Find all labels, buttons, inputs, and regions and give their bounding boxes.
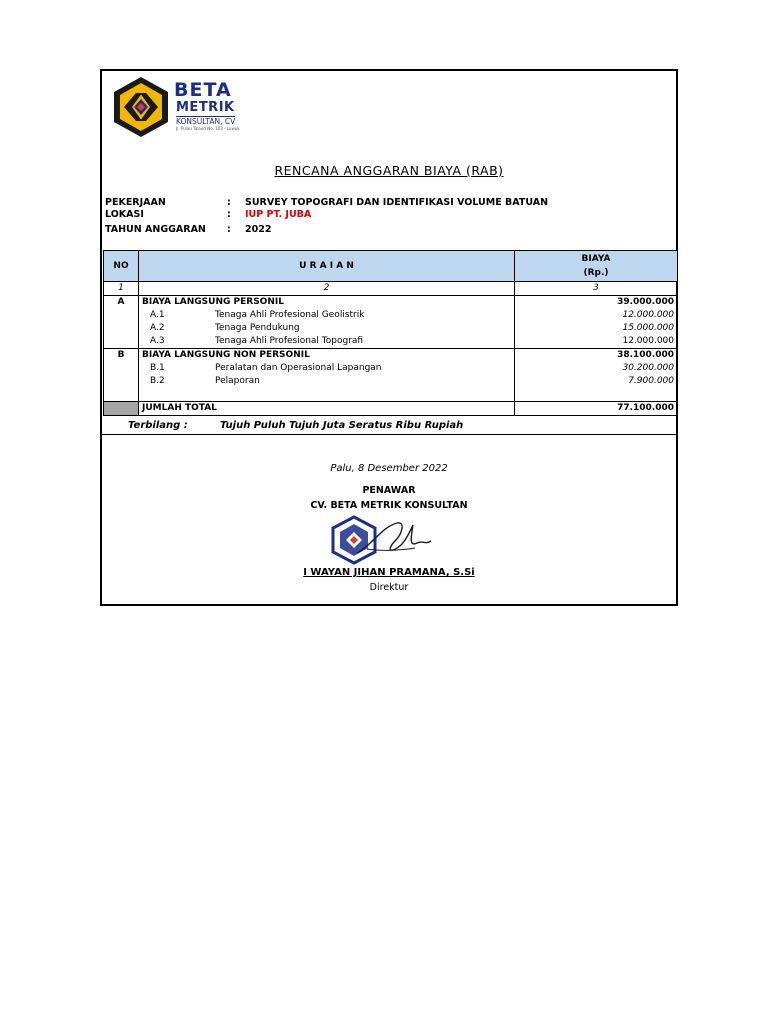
signatory-position: Direktur bbox=[369, 582, 409, 593]
total-amount: 77.100.000 bbox=[515, 402, 678, 416]
index-cell: 2 bbox=[139, 282, 515, 296]
index-cell: 3 bbox=[515, 282, 678, 296]
signature-date: Palu, 8 Desember 2022 bbox=[330, 463, 448, 474]
signature-company: CV. BETA METRIK KONSULTAN bbox=[310, 500, 468, 511]
table-row-group-a bbox=[104, 296, 678, 310]
logo-name-top: BETA bbox=[174, 79, 232, 101]
table-total-row bbox=[104, 402, 678, 416]
item-amount: 12.000.000 bbox=[515, 335, 678, 349]
table-row bbox=[104, 322, 678, 335]
table-row bbox=[104, 375, 678, 388]
item-code: B.1 bbox=[150, 363, 165, 373]
total-no-cell bbox=[104, 402, 139, 416]
signature-role-title: PENAWAR bbox=[362, 485, 416, 496]
table-header-row bbox=[104, 251, 678, 282]
logo-name-bottom: METRIK bbox=[176, 100, 235, 115]
group-no: B bbox=[104, 349, 139, 363]
item-amount: 15.000.000 bbox=[515, 322, 678, 335]
item-code: B.2 bbox=[150, 376, 165, 386]
item-code: A.2 bbox=[150, 323, 165, 333]
item-amount: 7.900.000 bbox=[515, 375, 678, 388]
info-colon: : bbox=[227, 209, 231, 220]
company-stamp-signature bbox=[327, 515, 437, 567]
header-no: NO bbox=[104, 251, 139, 282]
info-value: IUP PT. JUBA bbox=[245, 209, 312, 220]
info-label: PEKERJAAN bbox=[105, 197, 166, 208]
document-title: RENCANA ANGGARAN BIAYA (RAB) bbox=[274, 163, 504, 178]
info-colon: : bbox=[227, 197, 231, 208]
terbilang-label: Terbilang : bbox=[128, 420, 188, 431]
item-amount: 12.000.000 bbox=[515, 309, 678, 322]
table-row-empty bbox=[104, 388, 678, 402]
info-label: LOKASI bbox=[105, 209, 144, 220]
info-value: 2022 bbox=[245, 224, 272, 235]
group-no: A bbox=[104, 296, 139, 310]
divider bbox=[102, 434, 676, 435]
group-label: BIAYA LANGSUNG NON PERSONIL bbox=[139, 349, 515, 363]
group-amount: 39.000.000 bbox=[515, 296, 678, 310]
terbilang-value: Tujuh Puluh Tujuh Juta Seratus Ribu Rupiah bbox=[220, 420, 464, 431]
item-label: Peralatan dan Operasional Lapangan bbox=[215, 363, 382, 373]
table-row bbox=[104, 362, 678, 375]
header-biaya bbox=[515, 251, 678, 282]
info-label: TAHUN ANGGARAN bbox=[105, 224, 206, 235]
header-biaya-line2: (Rp.) bbox=[583, 268, 609, 278]
group-label: BIAYA LANGSUNG PERSONIL bbox=[139, 296, 515, 310]
rab-table bbox=[103, 250, 678, 416]
item-amount: 30.200.000 bbox=[515, 362, 678, 375]
table-row bbox=[104, 335, 678, 349]
rab-document bbox=[100, 69, 678, 606]
total-label: JUMLAH TOTAL bbox=[139, 402, 515, 416]
index-cell: 1 bbox=[104, 282, 139, 296]
header-uraian: U R A I A N bbox=[139, 251, 515, 282]
logo-emblem-icon bbox=[110, 75, 172, 139]
item-label: Pelaporan bbox=[215, 376, 260, 386]
item-label: Tenaga Pendukung bbox=[215, 323, 300, 333]
table-row bbox=[104, 309, 678, 322]
header-biaya-line1: BIAYA bbox=[581, 254, 611, 264]
signatory-name: I WAYAN JIHAN PRAMANA, S.Si bbox=[303, 567, 475, 578]
logo-company-type: KONSULTAN, CV bbox=[176, 117, 236, 126]
item-code: A.1 bbox=[150, 310, 165, 320]
table-index-row bbox=[104, 282, 678, 296]
company-logo bbox=[110, 75, 270, 139]
table-row-group-b bbox=[104, 349, 678, 363]
item-label: Tenaga Ahli Profesional Geolistrik bbox=[215, 310, 365, 320]
info-colon: : bbox=[227, 224, 231, 235]
info-value: SURVEY TOPOGRAFI DAN IDENTIFIKASI VOLUME BATUAN bbox=[245, 197, 549, 208]
group-amount: 38.100.000 bbox=[515, 349, 678, 363]
item-code: A.3 bbox=[150, 336, 165, 346]
logo-address: Jl. Pulau Talaud No. 103 - Luwuk bbox=[176, 126, 240, 131]
item-label: Tenaga Ahli Profesional Topografi bbox=[215, 336, 364, 346]
